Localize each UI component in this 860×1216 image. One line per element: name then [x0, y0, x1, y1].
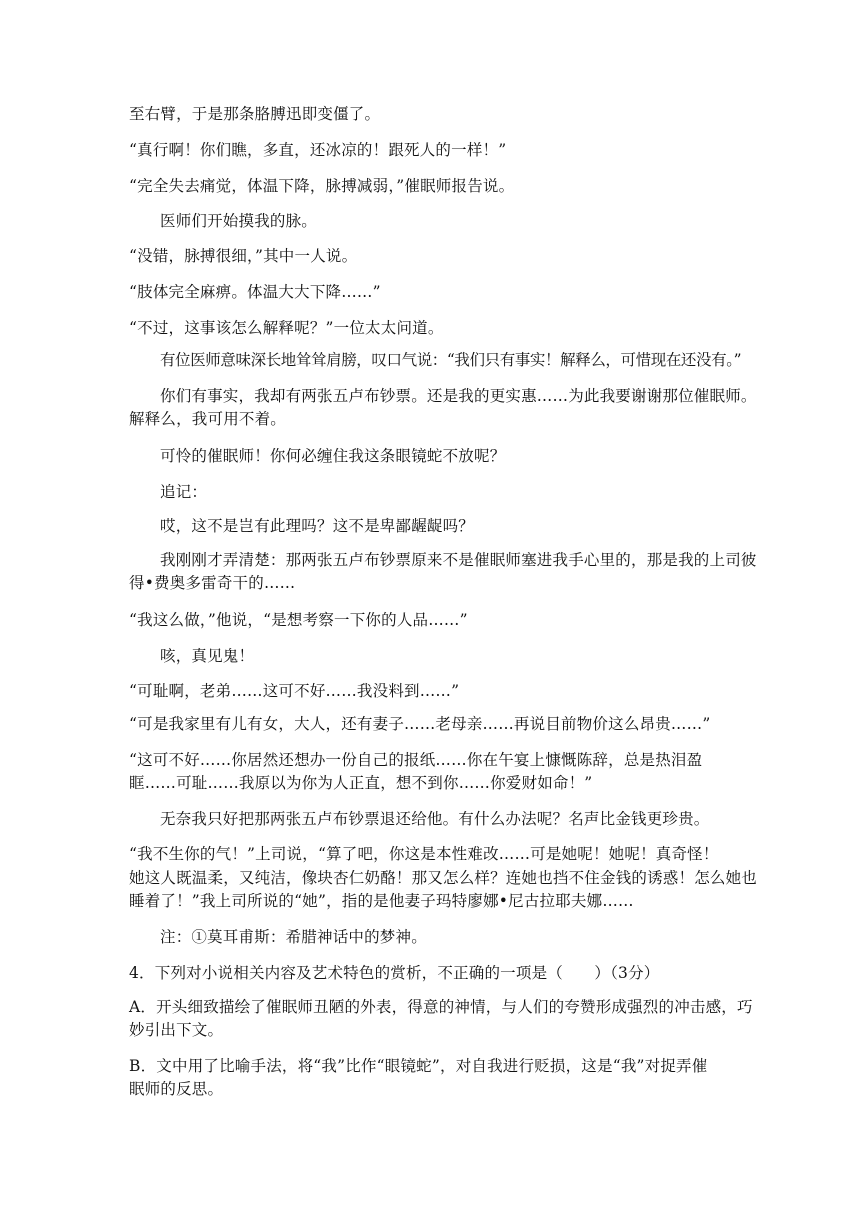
text-line: “没错，脉搏很细，”其中一人说。 [129, 247, 358, 265]
text-line: “不过，这事该怎么解释呢？”一位太太问道。 [129, 319, 444, 337]
text-line: 眶……可耻……我原以为你为人正直，想不到你……你爱财如命！” [129, 774, 593, 792]
text-line: 追记： [160, 483, 208, 501]
text-line: “真行啊！你们瞧，多直，还冰凉的！跟死人的一样！” [129, 141, 507, 159]
text-line: “我这么做，”他说，“是想考察一下你的人品……” [129, 611, 468, 629]
text-line: 你们有事实，我却有两张五卢布钞票。还是我的更实惠……为此我要谢谢那位催眠师。 [160, 387, 757, 405]
question-stem: 4．下列对小说相关内容及艺术特色的赏析，不正确的一项是（ ）（3分） [129, 964, 660, 982]
text-line: 可怜的催眠师！你何必缠住我这条眼镜蛇不放呢？ [160, 447, 506, 465]
text-line: 无奈我只好把那两张五卢布钞票退还给他。有什么办法呢？名声比金钱更珍贵。 [160, 810, 710, 828]
option-b-continued: 眠师的反思。 [129, 1080, 224, 1098]
text-line: “我不生你的气！”上司说，“算了吧，你这是本性难改……可是她呢！她呢！真奇怪！ [129, 845, 719, 863]
text-line: “这可不好……你居然还想办一份自己的报纸……你在午宴上慷慨陈辞，总是热泪盈 [129, 751, 703, 769]
text-line: 得•费奥多雷奇干的…… [129, 574, 296, 592]
option-a-continued: 妙引出下文。 [129, 1021, 224, 1039]
option-a: A．开头细致描绘了催眠师丑陋的外表，得意的神情，与人们的夸赞形成强烈的冲击感，巧 [129, 998, 753, 1016]
text-line: 有位医师意味深长地耸耸肩膀，叹口气说：“我们只有事实！解释么，可惜现在还没有。” [160, 351, 742, 369]
text-line: 我刚刚才弄清楚：那两张五卢布钞票原来不是催眠师塞进我手心里的，那是我的上司彼 [160, 551, 757, 569]
text-line: 咳，真见鬼！ [160, 647, 255, 665]
text-line: “肢体完全麻痹。体温大大下降……” [129, 283, 381, 301]
text-line: 解释么，我可用不着。 [129, 410, 287, 428]
option-b: B．文中用了比喻手法，将“我”比作“眼镜蛇”，对自我进行贬损，这是“我”对捉弄催 [129, 1057, 708, 1075]
text-line: 哎，这不是岂有此理吗？这不是卑鄙龌龊吗？ [160, 517, 475, 535]
text-line: “可是我家里有儿有女，大人，还有妻子……老母亲……再说目前物价这么昂贵……” [129, 715, 711, 733]
footnote: 注：①莫耳甫斯：希腊神话中的梦神。 [160, 928, 427, 946]
text-line: 医师们开始摸我的脉。 [160, 212, 318, 230]
text-line: 她这人既温柔，又纯洁，像块杏仁奶酪！那又怎么样？连她也挡不住金钱的诱惑！怎么她也 [129, 869, 758, 887]
text-line: 至右臂，于是那条胳膊迅即变僵了。 [129, 105, 381, 123]
text-line: 睡着了！”我上司所说的“她”，指的是他妻子玛特廖娜•尼古拉耶夫娜…… [129, 892, 634, 910]
text-line: “完全失去痛觉，体温下降，脉搏减弱，”催眠师报告说。 [129, 177, 515, 195]
text-line: “可耻啊，老弟……这可不好……我没料到……” [129, 682, 460, 700]
